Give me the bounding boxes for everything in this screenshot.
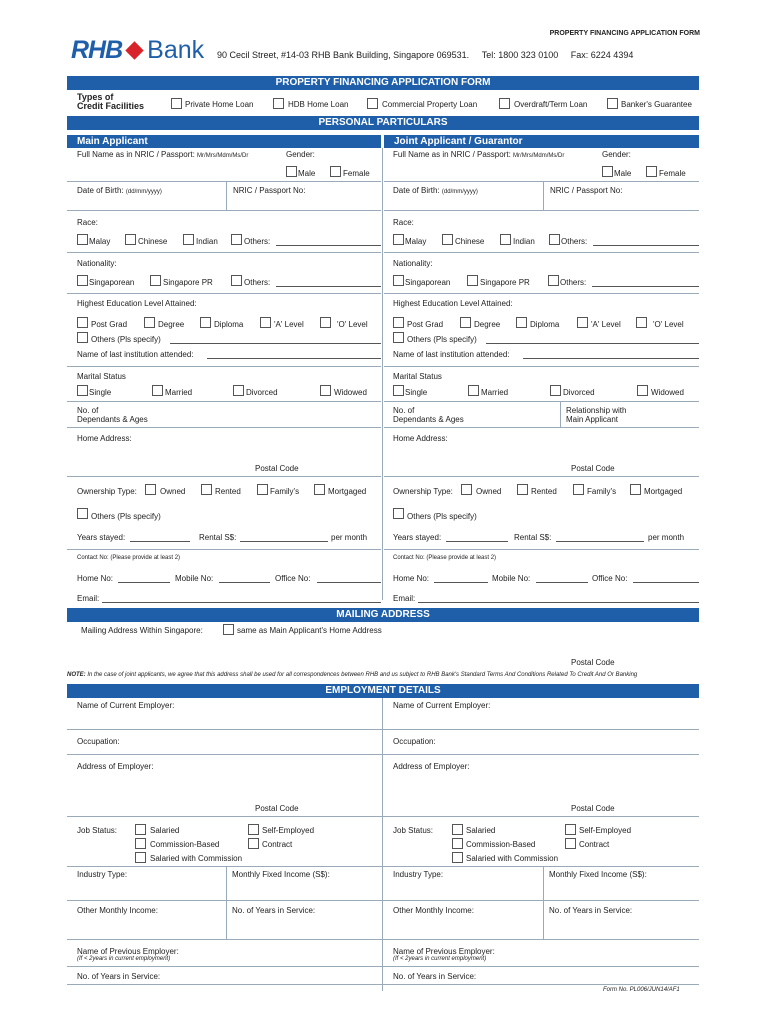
main-edu-diploma-checkbox[interactable] — [200, 317, 211, 328]
main-own-familys-checkbox[interactable] — [257, 484, 268, 495]
main-marital-widowed-checkbox[interactable] — [320, 385, 331, 396]
joint-prev-years-label: No. of Years in Service: — [393, 972, 477, 981]
divider — [67, 966, 699, 967]
credit-opt-commercial-property-loan: Commercial Property Loan — [382, 100, 478, 109]
main-mobile-no-line[interactable] — [219, 582, 270, 583]
mailing-same-checkbox[interactable] — [223, 624, 234, 635]
joint-nat-singaporean-checkbox[interactable] — [393, 275, 404, 286]
joint-home-address-label: Home Address: — [393, 434, 448, 443]
joint-marital-single-checkbox[interactable] — [393, 385, 404, 396]
main-other-income-label: Other Monthly Income: — [77, 906, 158, 915]
joint-race-indian: Indian — [513, 237, 535, 246]
joint-own-others-checkbox[interactable] — [393, 508, 404, 519]
joint-edu-degree: Degree — [474, 320, 501, 329]
joint-race-others: Others: — [561, 237, 588, 246]
joint-nat-others: Others: — [560, 278, 587, 287]
joint-employer-address-label: Address of Employer: — [393, 762, 470, 771]
divider — [384, 427, 699, 428]
joint-rental-label: Rental S$: — [514, 533, 552, 542]
divider — [384, 210, 699, 211]
joint-education-label: Highest Education Level Attained: — [393, 299, 513, 308]
main-dob-label: Date of Birth: (dd/mm/yyyy) — [77, 186, 162, 195]
main-job-self-employed: Self-Employed — [262, 826, 315, 835]
divider — [67, 754, 699, 755]
joint-race-label: Race: — [393, 218, 414, 227]
divider — [543, 181, 544, 210]
joint-job-contract-checkbox[interactable] — [565, 838, 576, 849]
joint-job-status-label: Job Status: — [393, 826, 434, 835]
joint-job-commission: Commission-Based — [466, 840, 536, 849]
joint-office-no-label: Office No: — [592, 574, 628, 583]
joint-race-indian-checkbox[interactable] — [500, 234, 511, 245]
main-per-month-label: per month — [331, 533, 368, 542]
joint-office-no-line[interactable] — [633, 582, 699, 583]
joint-ownership-label: Ownership Type: — [393, 487, 453, 496]
joint-edu-o-level: 'O' Level — [653, 320, 684, 329]
main-edu-others-line[interactable] — [170, 343, 381, 344]
checkbox-bankers-guarantee[interactable] — [607, 98, 618, 109]
joint-job-commission-checkbox[interactable] — [452, 838, 463, 849]
joint-prev-employer-label: Name of Previous Employer: — [393, 947, 495, 956]
main-gender-label: Gender: — [286, 150, 315, 159]
main-male-label: Male — [298, 169, 316, 178]
joint-edu-others-checkbox[interactable] — [393, 332, 404, 343]
main-rental-label: Rental S$: — [199, 533, 237, 542]
main-dependants-label-2: Dependants & Ages — [77, 415, 148, 424]
joint-job-salaried: Salaried — [466, 826, 496, 835]
joint-institution-label: Name of last institution attended: — [393, 350, 510, 359]
divider — [384, 252, 699, 253]
main-marital-single-checkbox[interactable] — [77, 385, 88, 396]
joint-edu-others-line[interactable] — [486, 343, 699, 344]
joint-nat-singaporean: Singaporean — [405, 278, 451, 287]
joint-own-rented-checkbox[interactable] — [517, 484, 528, 495]
joint-race-chinese-checkbox[interactable] — [442, 234, 453, 245]
joint-job-self-employed: Self-Employed — [579, 826, 632, 835]
mailing-same-label: same as Main Applicant's Home Address — [237, 626, 382, 635]
joint-full-name-label: Full Name as in NRIC / Passport: Mr/Mrs/Mdm/Ms/Dr — [393, 150, 565, 159]
form-title-bar: PROPERTY FINANCING APPLICATION FORM — [67, 76, 699, 90]
main-job-salaried-commission-checkbox[interactable] — [135, 852, 146, 863]
main-occupation-label: Occupation: — [77, 737, 120, 746]
main-race-indian-checkbox[interactable] — [183, 234, 194, 245]
divider — [67, 476, 381, 477]
joint-nric-label: NRIC / Passport No: — [550, 186, 623, 195]
joint-marital-divorced: Divorced — [563, 388, 595, 397]
main-email-label: Email: — [77, 594, 100, 603]
joint-own-mortgaged: Mortgaged — [644, 487, 683, 496]
main-female-checkbox[interactable] — [330, 166, 341, 177]
divider — [384, 293, 699, 294]
main-marital-married-checkbox[interactable] — [152, 385, 163, 396]
joint-nat-pr: Singapore PR — [480, 278, 530, 287]
main-job-status-label: Job Status: — [77, 826, 118, 835]
main-race-others: Others: — [244, 237, 271, 246]
joint-female-checkbox[interactable] — [646, 166, 657, 177]
main-edu-o-level: 'O' Level — [337, 320, 368, 329]
joint-marital-single: Single — [405, 388, 428, 397]
main-edu-a-level-checkbox[interactable] — [260, 317, 271, 328]
main-marital-single: Single — [89, 388, 112, 397]
joint-own-mortgaged-checkbox[interactable] — [630, 484, 641, 495]
main-marital-divorced-checkbox[interactable] — [233, 385, 244, 396]
employment-column-divider — [382, 698, 383, 991]
main-edu-postgrad-checkbox[interactable] — [77, 317, 88, 328]
joint-marital-widowed: Widowed — [651, 388, 684, 397]
checkbox-private-home-loan[interactable] — [171, 98, 182, 109]
main-edu-others: Others (Pls specify) — [91, 335, 161, 344]
credit-label-2: Credit Facilities — [77, 101, 145, 111]
main-prev-years-label: No. of Years in Service: — [77, 972, 161, 981]
main-applicant-bar: Main Applicant — [67, 135, 381, 148]
credit-opt-bankers-guarantee: Banker's Guarantee — [621, 100, 692, 109]
main-rental-line[interactable] — [240, 541, 328, 542]
joint-job-contract: Contract — [579, 840, 610, 849]
joint-male-label: Male — [614, 169, 632, 178]
main-home-address-label: Home Address: — [77, 434, 132, 443]
joint-prev-employer-note: (If < 2years in current employment) — [393, 956, 487, 962]
joint-relationship-label-1: Relationship with — [566, 406, 627, 415]
joint-own-owned: Owned — [476, 487, 502, 496]
divider — [543, 866, 544, 939]
joint-home-no-label: Home No: — [393, 574, 430, 583]
main-nat-pr: Singapore PR — [163, 278, 213, 287]
main-postal-code-label: Postal Code — [255, 464, 299, 473]
joint-edu-o-level-checkbox[interactable] — [636, 317, 647, 328]
joint-industry-label: Industry Type: — [393, 870, 444, 879]
joint-edu-diploma-checkbox[interactable] — [516, 317, 527, 328]
main-job-commission: Commission-Based — [150, 840, 220, 849]
main-nat-others: Others: — [244, 278, 271, 287]
joint-years-stayed-label: Years stayed: — [393, 533, 442, 542]
main-nat-singaporean-checkbox[interactable] — [77, 275, 88, 286]
divider — [67, 252, 381, 253]
main-office-no-line[interactable] — [317, 582, 381, 583]
joint-marital-married-checkbox[interactable] — [468, 385, 479, 396]
header-form-title: PROPERTY FINANCING APPLICATION FORM — [549, 30, 700, 37]
divider — [67, 866, 699, 867]
logo-diamond-icon — [125, 41, 143, 59]
main-female-label: Female — [343, 169, 370, 178]
joint-occupation-label: Occupation: — [393, 737, 436, 746]
main-job-contract-checkbox[interactable] — [248, 838, 259, 849]
joint-employer-postal-code: Postal Code — [571, 804, 615, 813]
main-email-line[interactable] — [102, 602, 381, 603]
main-years-stayed-label: Years stayed: — [77, 533, 126, 542]
main-years-service-label: No. of Years in Service: — [232, 906, 316, 915]
joint-own-owned-checkbox[interactable] — [461, 484, 472, 495]
main-prev-employer-note: (If < 2years in current employment) — [77, 956, 171, 962]
joint-female-label: Female — [659, 169, 686, 178]
form-number: Form No. PL006/JUN14/AF1 — [603, 987, 680, 993]
credit-opt-private-home-loan: Private Home Loan — [185, 100, 254, 109]
main-contact-note: Contact No: (Please provide at least 2) — [77, 555, 181, 561]
main-job-commission-checkbox[interactable] — [135, 838, 146, 849]
joint-job-salaried-commission: Salaried with Commission — [466, 854, 559, 863]
main-marital-divorced: Divorced — [246, 388, 278, 397]
joint-nat-pr-checkbox[interactable] — [467, 275, 478, 286]
main-male-checkbox[interactable] — [286, 166, 297, 177]
main-own-owned: Owned — [160, 487, 186, 496]
joint-contact-note: Contact No: (Please provide at least 2) — [393, 555, 497, 561]
credit-opt-hdb-home-loan: HDB Home Loan — [288, 100, 349, 109]
mailing-postal-code-label: Postal Code — [571, 658, 615, 667]
divider — [384, 476, 699, 477]
address-text: 90 Cecil Street, #14-03 RHB Bank Building, Singapore 069531. — [217, 50, 470, 60]
main-job-salaried-commission: Salaried with Commission — [150, 854, 243, 863]
divider — [67, 816, 699, 817]
main-race-chinese-checkbox[interactable] — [125, 234, 136, 245]
joint-own-rented: Rented — [531, 487, 557, 496]
joint-gender-label: Gender: — [602, 150, 631, 159]
joint-marital-divorced-checkbox[interactable] — [550, 385, 561, 396]
bank-address — [217, 50, 633, 60]
joint-email-label: Email: — [393, 594, 416, 603]
main-edu-degree-checkbox[interactable] — [144, 317, 155, 328]
joint-employer-label: Name of Current Employer: — [393, 701, 491, 710]
main-nric-label: NRIC / Passport No: — [233, 186, 306, 195]
divider — [67, 181, 381, 182]
main-edu-degree: Degree — [158, 320, 185, 329]
main-edu-postgrad: Post Grad — [91, 320, 128, 329]
main-full-name-label: Full Name as in NRIC / Passport: Mr/Mrs/Mdm/Ms/Dr — [77, 150, 249, 159]
main-edu-a-level: 'A' Level — [274, 320, 304, 329]
joint-email-line[interactable] — [418, 602, 699, 603]
joint-dependants-label-1: No. of — [393, 406, 415, 415]
joint-nat-others-checkbox[interactable] — [548, 275, 559, 286]
telephone: Tel: 1800 323 0100 — [481, 50, 559, 60]
joint-applicant-bar: Joint Applicant / Guarantor — [384, 135, 699, 148]
joint-edu-postgrad-checkbox[interactable] — [393, 317, 404, 328]
joint-nationality-label: Nationality: — [393, 259, 433, 268]
joint-race-malay-checkbox[interactable] — [393, 234, 404, 245]
joint-job-salaried-commission-checkbox[interactable] — [452, 852, 463, 863]
divider — [67, 401, 381, 402]
fax: Fax: 6224 4394 — [570, 50, 634, 60]
joint-years-stayed-line[interactable] — [446, 541, 508, 542]
joint-own-others: Others (Pls specify) — [407, 512, 477, 521]
employment-details-bar: EMPLOYMENT DETAILS — [67, 684, 699, 698]
main-employer-postal-code: Postal Code — [255, 804, 299, 813]
joint-postal-code-label: Postal Code — [571, 464, 615, 473]
joint-institution-line[interactable] — [523, 358, 699, 359]
logo-rhb-text: RHB — [71, 36, 123, 64]
rhb-bank-logo — [71, 36, 204, 65]
main-marital-widowed: Widowed — [334, 388, 367, 397]
joint-marital-label: Marital Status — [393, 372, 442, 381]
main-job-contract: Contract — [262, 840, 293, 849]
joint-monthly-income-label: Monthly Fixed Income (S$): — [549, 870, 647, 879]
main-industry-label: Industry Type: — [77, 870, 128, 879]
joint-own-familys: Family's — [587, 487, 617, 496]
divider — [67, 939, 699, 940]
main-own-rented-checkbox[interactable] — [201, 484, 212, 495]
joint-race-malay: Malay — [405, 237, 427, 246]
main-job-salaried: Salaried — [150, 826, 180, 835]
main-edu-o-level-checkbox[interactable] — [320, 317, 331, 328]
divider — [67, 427, 381, 428]
mailing-address-bar: MAILING ADDRESS — [67, 608, 699, 622]
joint-other-income-label: Other Monthly Income: — [393, 906, 474, 915]
divider — [67, 729, 699, 730]
main-own-rented: Rented — [215, 487, 241, 496]
divider — [67, 366, 381, 367]
main-marital-married: Married — [165, 388, 193, 397]
main-ownership-label: Ownership Type: — [77, 487, 137, 496]
joint-male-checkbox[interactable] — [602, 166, 613, 177]
main-nat-others-line[interactable] — [276, 286, 381, 287]
joint-own-familys-checkbox[interactable] — [573, 484, 584, 495]
joint-race-chinese: Chinese — [455, 237, 485, 246]
divider — [67, 900, 699, 901]
main-edu-diploma: Diploma — [214, 320, 244, 329]
main-edu-others-checkbox[interactable] — [77, 332, 88, 343]
joint-job-self-employed-checkbox[interactable] — [565, 824, 576, 835]
main-job-salaried-checkbox[interactable] — [135, 824, 146, 835]
joint-edu-a-level: 'A' Level — [591, 320, 621, 329]
divider — [384, 549, 699, 550]
joint-edu-diploma: Diploma — [530, 320, 560, 329]
main-job-self-employed-checkbox[interactable] — [248, 824, 259, 835]
divider — [67, 984, 699, 985]
divider — [226, 181, 227, 210]
joint-dob-label: Date of Birth: (dd/mm/yyyy) — [393, 186, 478, 195]
main-race-others-line[interactable] — [276, 245, 381, 246]
divider — [384, 366, 699, 367]
column-divider — [382, 148, 383, 600]
joint-edu-postgrad: Post Grad — [407, 320, 444, 329]
main-education-label: Highest Education Level Attained: — [77, 299, 197, 308]
logo-bank-text: Bank — [147, 36, 205, 64]
main-own-mortgaged-checkbox[interactable] — [314, 484, 325, 495]
checkbox-hdb-home-loan[interactable] — [273, 98, 284, 109]
joint-race-others-checkbox[interactable] — [549, 234, 560, 245]
mailing-note: NOTE: In the case of joint applicants, we agree that this address shall be used for all correspondences between RHB and us subject to RHB Bank's Standard Terms And Conditions Related To Credit And Or Banking — [67, 672, 638, 678]
main-home-no-line[interactable] — [118, 582, 170, 583]
main-employer-label: Name of Current Employer: — [77, 701, 175, 710]
main-employer-address-label: Address of Employer: — [77, 762, 154, 771]
main-race-label: Race: — [77, 218, 98, 227]
main-own-others-checkbox[interactable] — [77, 508, 88, 519]
divider — [67, 293, 381, 294]
main-own-mortgaged: Mortgaged — [328, 487, 367, 496]
divider — [67, 549, 381, 550]
personal-particulars-bar: PERSONAL PARTICULARS — [67, 116, 699, 130]
divider — [67, 210, 381, 211]
main-institution-line[interactable] — [207, 358, 381, 359]
joint-edu-others: Others (Pls specify) — [407, 335, 477, 344]
joint-years-service-label: No. of Years in Service: — [549, 906, 633, 915]
main-dependants-label-1: No. of — [77, 406, 99, 415]
main-nat-others-checkbox[interactable] — [231, 275, 242, 286]
main-monthly-income-label: Monthly Fixed Income (S$): — [232, 870, 330, 879]
joint-mobile-no-line[interactable] — [536, 582, 588, 583]
joint-marital-married: Married — [481, 388, 509, 397]
main-mobile-no-label: Mobile No: — [175, 574, 214, 583]
joint-per-month-label: per month — [648, 533, 685, 542]
mailing-label: Mailing Address Within Singapore: — [81, 626, 203, 635]
main-race-others-checkbox[interactable] — [231, 234, 242, 245]
main-years-stayed-line[interactable] — [130, 541, 190, 542]
main-marital-label: Marital Status — [77, 372, 126, 381]
divider — [560, 401, 561, 427]
main-prev-employer-label: Name of Previous Employer: — [77, 947, 179, 956]
main-own-owned-checkbox[interactable] — [145, 484, 156, 495]
joint-marital-widowed-checkbox[interactable] — [637, 385, 648, 396]
main-nationality-label: Nationality: — [77, 259, 117, 268]
main-race-indian: Indian — [196, 237, 218, 246]
main-nat-pr-checkbox[interactable] — [150, 275, 161, 286]
main-own-familys: Family's — [270, 487, 300, 496]
main-race-malay: Malay — [89, 237, 111, 246]
joint-edu-degree-checkbox[interactable] — [460, 317, 471, 328]
joint-race-others-line[interactable] — [593, 245, 699, 246]
main-institution-label: Name of last institution attended: — [77, 350, 194, 359]
divider — [384, 401, 699, 402]
joint-nat-others-line[interactable] — [592, 286, 699, 287]
joint-relationship-label-2: Main Applicant — [566, 415, 619, 424]
main-home-no-label: Home No: — [77, 574, 114, 583]
credit-label-1: Types of — [77, 92, 114, 102]
main-nat-singaporean: Singaporean — [89, 278, 135, 287]
joint-mobile-no-label: Mobile No: — [492, 574, 531, 583]
checkbox-overdraft-term-loan[interactable] — [499, 98, 510, 109]
joint-edu-a-level-checkbox[interactable] — [577, 317, 588, 328]
main-race-malay-checkbox[interactable] — [77, 234, 88, 245]
main-office-no-label: Office No: — [275, 574, 311, 583]
joint-rental-line[interactable] — [556, 541, 644, 542]
divider — [226, 866, 227, 939]
credit-opt-overdraft-term-loan: Overdraft/Term Loan — [514, 100, 588, 109]
main-own-others: Others (Pls specify) — [91, 512, 161, 521]
divider — [384, 181, 699, 182]
joint-job-salaried-checkbox[interactable] — [452, 824, 463, 835]
main-race-chinese: Chinese — [138, 237, 168, 246]
checkbox-commercial-property-loan[interactable] — [367, 98, 378, 109]
joint-dependants-label-2: Dependants & Ages — [393, 415, 464, 424]
joint-home-no-line[interactable] — [434, 582, 488, 583]
